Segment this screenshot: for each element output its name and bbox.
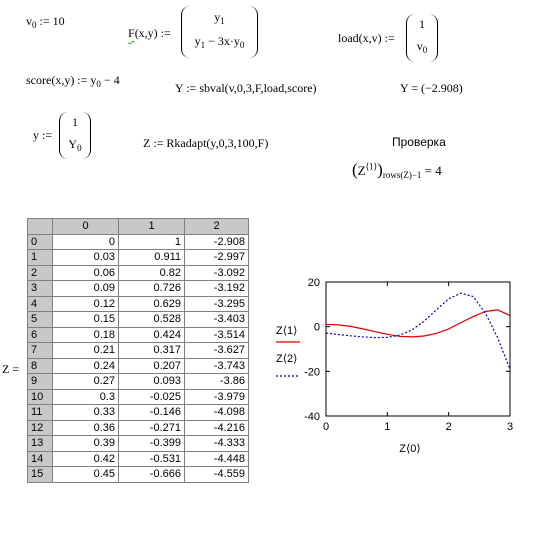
- row-index-cell[interactable]: 14: [28, 451, 53, 467]
- F-row2-sub2: 0: [239, 40, 245, 50]
- load-row2-var: v: [416, 39, 423, 53]
- check-Z: Z: [357, 163, 366, 178]
- table-row: [28, 234, 249, 250]
- table-cell[interactable]: 0.82: [119, 265, 185, 281]
- table-row: [28, 343, 249, 359]
- row-index-cell[interactable]: 12: [28, 420, 53, 436]
- Y-value[interactable]: Y = (−2.908): [400, 81, 463, 95]
- table-cell[interactable]: 0.207: [119, 358, 185, 374]
- v0-subscript: 0: [32, 20, 37, 30]
- load-row1: 1: [419, 17, 425, 31]
- table-cell[interactable]: 0.3: [53, 389, 119, 405]
- column-header: 1: [119, 219, 185, 235]
- F-matrix[interactable]: [181, 6, 258, 58]
- check-result: = 4: [421, 163, 442, 178]
- table-cell[interactable]: -0.399: [119, 436, 185, 452]
- table-cell[interactable]: 0.424: [119, 327, 185, 343]
- paren-left: (: [352, 160, 358, 179]
- Z-definition[interactable]: Z := Rkadapt(y,0,3,100,F): [143, 136, 269, 150]
- table-cell[interactable]: -3.514: [185, 327, 249, 343]
- table-cell[interactable]: -0.271: [119, 420, 185, 436]
- y-tick-label: -20: [304, 366, 320, 379]
- table-header-row: [28, 219, 249, 235]
- table-cell[interactable]: 0.12: [53, 296, 119, 312]
- row-index-cell[interactable]: 13: [28, 436, 53, 452]
- F-definition-lhs[interactable]: [128, 26, 171, 41]
- y-matrix[interactable]: [59, 112, 91, 159]
- table-cell[interactable]: 0.629: [119, 296, 185, 312]
- table-cell[interactable]: 0.15: [53, 312, 119, 328]
- table-cell[interactable]: 0.45: [53, 467, 119, 483]
- table-cell[interactable]: -3.86: [185, 374, 249, 390]
- score-definition[interactable]: [26, 73, 120, 89]
- table-cell[interactable]: -3.403: [185, 312, 249, 328]
- table-cell[interactable]: -0.146: [119, 405, 185, 421]
- table-row: [28, 281, 249, 297]
- table-row: [28, 358, 249, 374]
- table-cell[interactable]: 0.093: [119, 374, 185, 390]
- table-cell[interactable]: 0.21: [53, 343, 119, 359]
- check-label: Проверка: [392, 135, 446, 149]
- load-definition-lhs[interactable]: load(x,v) :=: [338, 31, 395, 45]
- table-cell[interactable]: 0.24: [53, 358, 119, 374]
- F-row2-var: y: [194, 34, 201, 48]
- table-cell[interactable]: -2.997: [185, 250, 249, 266]
- y-row1: 1: [72, 115, 78, 129]
- table-cell[interactable]: 0.36: [53, 420, 119, 436]
- y-label-series-1: Z⟨1⟩: [276, 325, 298, 337]
- table-cell[interactable]: -3.092: [185, 265, 249, 281]
- table-row: [28, 296, 249, 312]
- table-cell[interactable]: 0: [53, 234, 119, 250]
- y-row2-sub: 0: [77, 143, 82, 153]
- table-cell[interactable]: 0.33: [53, 405, 119, 421]
- row-index-cell[interactable]: 15: [28, 467, 53, 483]
- row-index-cell[interactable]: 7: [28, 343, 53, 359]
- y-tick-label: -40: [304, 411, 320, 423]
- y-row2: [60, 137, 90, 153]
- row-index-cell[interactable]: 1: [28, 250, 53, 266]
- table-cell[interactable]: 0.317: [119, 343, 185, 359]
- score-sub: 0: [96, 79, 101, 89]
- table-cell[interactable]: 0.03: [53, 250, 119, 266]
- table-row: [28, 436, 249, 452]
- x-tick-label: 3: [506, 421, 514, 433]
- table-cell[interactable]: -0.025: [119, 389, 185, 405]
- load-row2: [407, 39, 437, 55]
- x-tick-label: 2: [445, 421, 452, 433]
- x-axis-label: Z⟨0⟩: [399, 443, 421, 455]
- table-cell[interactable]: -4.448: [185, 451, 249, 467]
- table-row: [28, 374, 249, 390]
- check-expression[interactable]: [352, 160, 442, 180]
- load-matrix[interactable]: [406, 14, 438, 62]
- table-cell[interactable]: 0.528: [119, 312, 185, 328]
- table-cell[interactable]: -3.627: [185, 343, 249, 359]
- F-args: (x,y) :=: [134, 26, 171, 40]
- column-header: 0: [53, 219, 119, 235]
- row-index-cell[interactable]: 11: [28, 405, 53, 421]
- F-row2-sub: 1: [200, 40, 206, 50]
- paren-right: ): [377, 160, 383, 179]
- F-matrix-row1: [182, 10, 257, 26]
- table-cell[interactable]: 0.39: [53, 436, 119, 452]
- row-index-cell[interactable]: 0: [28, 234, 53, 250]
- F-row1-var: y: [214, 10, 221, 24]
- row-index-cell[interactable]: 9: [28, 374, 53, 390]
- Y-definition[interactable]: Y := sbval(v,0,3,F,load,score): [175, 81, 317, 95]
- Z-table-label: Z =: [2, 362, 20, 376]
- table-cell[interactable]: -3.979: [185, 389, 249, 405]
- x-tick-label: 0: [322, 421, 330, 433]
- table-cell[interactable]: 0.09: [53, 281, 119, 297]
- F-row2-expr: − 3x·y: [205, 34, 240, 48]
- table-row: [28, 265, 249, 281]
- table-cell[interactable]: -3.295: [185, 296, 249, 312]
- table-row: [28, 405, 249, 421]
- row-index-cell[interactable]: 5: [28, 312, 53, 328]
- y-tick-label: 20: [307, 277, 320, 289]
- table-row: [28, 389, 249, 405]
- table-cell[interactable]: 0.18: [53, 327, 119, 343]
- row-index-cell[interactable]: 6: [28, 327, 53, 343]
- x-tick-label: 1: [384, 421, 391, 433]
- table-cell[interactable]: -3.192: [185, 281, 249, 297]
- F-function-name: F: [128, 26, 135, 40]
- table-cell[interactable]: -2.908: [185, 234, 249, 250]
- y-definition-lhs[interactable]: y :=: [33, 128, 53, 142]
- v0-symbol: v: [26, 14, 32, 28]
- Z-result-table[interactable]: [27, 218, 249, 483]
- plot-frame: [326, 282, 510, 416]
- load-row2-sub: 0: [422, 45, 428, 55]
- table-row: [28, 467, 249, 483]
- series-line-1: [326, 310, 510, 337]
- table-cell[interactable]: -0.531: [119, 451, 185, 467]
- F-row1-sub: 1: [220, 16, 225, 26]
- table-cell[interactable]: -0.666: [119, 467, 185, 483]
- row-index-cell[interactable]: 10: [28, 389, 53, 405]
- table-corner: [28, 219, 53, 235]
- check-sup: ⟨1⟩: [365, 161, 378, 172]
- table-cell[interactable]: -4.333: [185, 436, 249, 452]
- table-row: [28, 451, 249, 467]
- table-cell[interactable]: 0.42: [53, 451, 119, 467]
- v0-definition[interactable]: [26, 14, 65, 30]
- table-cell[interactable]: -3.743: [185, 358, 249, 374]
- table-row: [28, 250, 249, 266]
- table-cell[interactable]: -4.216: [185, 420, 249, 436]
- table-row: [28, 420, 249, 436]
- table-row: [28, 312, 249, 328]
- score-lhs: score(x,y) := y: [26, 73, 97, 87]
- table-cell[interactable]: 0.06: [53, 265, 119, 281]
- F-matrix-row2: [182, 34, 257, 50]
- row-index-cell[interactable]: 4: [28, 296, 53, 312]
- table-cell[interactable]: 0.911: [119, 250, 185, 266]
- check-sub: rows(Z)−1: [382, 170, 422, 180]
- y-row2-var: Y: [68, 137, 78, 151]
- table-cell[interactable]: -4.098: [185, 405, 249, 421]
- table-cell[interactable]: 0.726: [119, 281, 185, 297]
- column-header: 2: [185, 219, 249, 235]
- row-index-cell[interactable]: 2: [28, 265, 53, 281]
- table-row: [28, 327, 249, 343]
- y-label-series-2: Z⟨2⟩: [276, 353, 298, 365]
- line-chart[interactable]: [270, 272, 532, 472]
- series-line-2: [326, 293, 510, 369]
- table-cell[interactable]: -4.559: [185, 467, 249, 483]
- table-cell[interactable]: 0.27: [53, 374, 119, 390]
- score-rest: − 4: [100, 73, 120, 87]
- table-cell[interactable]: 1: [119, 234, 185, 250]
- v0-assign: := 10: [36, 14, 65, 28]
- row-index-cell[interactable]: 8: [28, 358, 53, 374]
- row-index-cell[interactable]: 3: [28, 281, 53, 297]
- y-tick-label: 0: [313, 321, 320, 334]
